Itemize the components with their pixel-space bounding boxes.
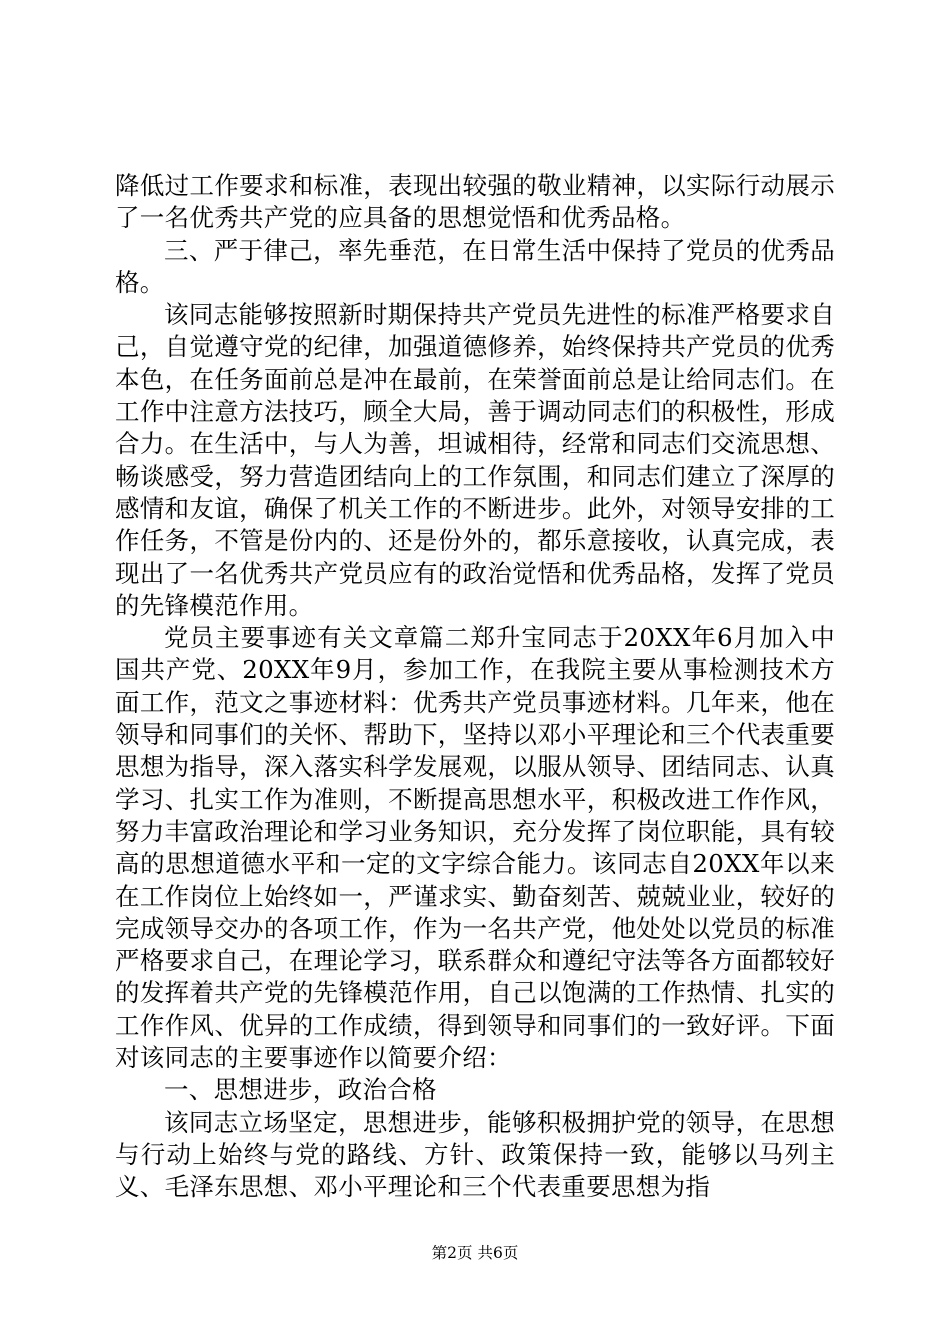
paragraph-4: 党员主要事迹有关文章篇二郑升宝同志于20XX年6月加入中国共产党、20XX年9月，参加工作，在我院主要从事检测技术方面工作，范文之事迹材料：优秀共产党员事迹材料。几年来，他在领导和同事们的关怀、帮助下，坚持以邓小平理论和三个代表重要思想为指导，深入落实科学发展观，以服从领导、团结同志、认真学习、扎实工作为准则，不断提高思想水平，积极改进工作作风，努力丰富政治理论和学习业务知识，充分发挥了岗位职能，具有较高的思想道德水平和一定的文字综合能力。该同志自20XX年以来在工作岗位上始终如一，严谨求实、勤奋刻苦、兢兢业业，较好的完成领导交办的各项工作，作为一名共产党，他处处以党员的标准严格要求自己，在理论学习，联系群众和遵纪守法等各方面都较好的发挥着共产党的先锋模范作用，自己以饱满的工作热情、扎实的工作作风、优异的工作成绩，得到领导和同事们的一致好评。下面对该同志的主要事迹作以简要介绍： bbox=[115, 623, 835, 1073]
paragraph-5-section-heading: 一、思想进步，政治合格 bbox=[164, 1075, 437, 1105]
paragraph-3: 该同志能够按照新时期保持共产党员先进性的标准严格要求自己，自觉遵守党的纪律，加强道德修养，始终保持共产党员的优秀本色，在任务面前总是冲在最前，在荣誉面前总是让给同志们。在工作中注意方法技巧，顾全大局，善于调动同志们的积极性，形成合力。在生活中，与人为善，坦诚相待，经常和同志们交流思想、畅谈感受，努力营造团结向上的工作氛围，和同志们建立了深厚的感情和友谊，确保了机关工作的不断进步。此外，对领导安排的工作任务，不管是份内的、还是份外的，都乐意接收，认真完成，表现出了一名优秀共产党员应有的政治觉悟和优秀品格，发挥了党员的先锋模范作用。 bbox=[115, 300, 835, 620]
document-body bbox=[115, 170, 835, 1204]
paragraph-1: 降低过工作要求和标准，表现出较强的敬业精神，以实际行动展示了一名优秀共产党的应具备的思想觉悟和优秀品格。 bbox=[115, 171, 835, 233]
page-number-footer: 第2页 共6页 bbox=[431, 1244, 519, 1262]
paragraph-6: 该同志立场坚定，思想进步，能够积极拥护党的领导，在思想与行动上始终与党的路线、方针、政策保持一致，能够以马列主义、毛泽东思想、邓小平理论和三个代表重要思想为指 bbox=[115, 1107, 835, 1202]
paragraph-2-section-heading: 三、严于律己，率先垂范，在日常生活中保持了党员的优秀品格。 bbox=[115, 235, 835, 297]
